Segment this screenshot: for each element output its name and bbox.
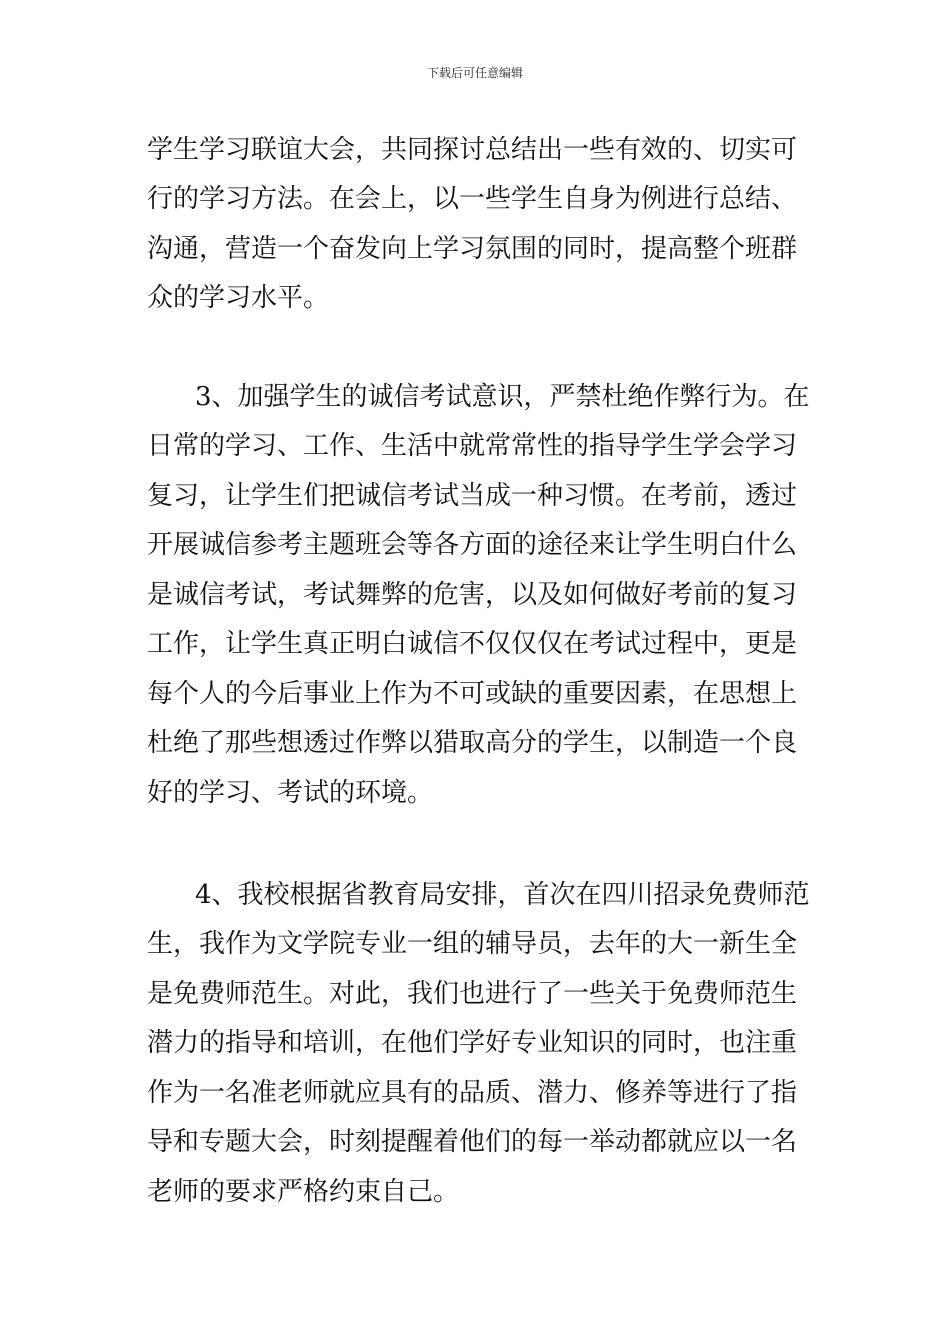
paragraph-3-line-3: 是免费师范生。对此，我们也进行了一些关于免费师范生 [147,979,798,1009]
paragraph-3-line-5: 作为一名准老师就应具有的品质、潜力、修养等进行了指 [147,1078,798,1108]
paragraph-2-line-9: 好的学习、考试的环境。 [147,778,434,808]
paragraph-2-line-5: 是诚信考试，考试舞弊的危害，以及如何做好考前的复习 [147,580,798,610]
paragraph-1-line-3: 沟通，营造一个奋发向上学习氛围的同时，提高整个班群 [147,234,798,264]
paragraph-3-line-6: 导和专题大会，时刻提醒着他们的每一举动都就应以一名 [147,1127,798,1157]
paragraph-1-line-4: 众的学习水平。 [147,283,330,313]
paragraph-2-line-3: 复习，让学生们把诚信考试当成一种习惯。在考前，透过 [147,481,798,511]
paragraph-2-line-1: 3、加强学生的诚信考试意识，严禁杜绝作弊行为。在 [195,382,810,412]
paragraph-3-line-4: 潜力的指导和培训，在他们学好专业知识的同时，也注重 [147,1028,798,1058]
paragraph-1-line-2: 行的学习方法。在会上，以一些学生自身为例进行总结、 [147,184,798,214]
paragraph-2-line-4: 开展诚信参考主题班会等各方面的途径来让学生明白什么 [147,530,798,560]
paragraph-3-line-7: 老师的要求严格约束自己。 [147,1177,460,1207]
paragraph-3-line-1: 4、我校根据省教育局安排，首次在四川招录免费师范 [195,880,810,910]
paragraph-3-line-2: 生，我作为文学院专业一组的辅导员，去年的大一新生全 [147,929,798,959]
paragraph-2-line-7: 每个人的今后事业上作为不可或缺的重要因素，在思想上 [147,679,798,709]
paragraph-2-line-2: 日常的学习、工作、生活中就常常性的指导学生学会学习 [147,431,798,461]
paragraph-1-line-1: 学生学习联谊大会，共同探讨总结出一些有效的、切实可 [147,135,798,165]
page-header: 下载后可任意编辑 [426,66,523,80]
paragraph-2-line-6: 工作，让学生真正明白诚信不仅仅仅在考试过程中，更是 [147,629,798,659]
paragraph-2-line-8: 杜绝了那些想透过作弊以猎取高分的学生，以制造一个良 [147,728,798,758]
